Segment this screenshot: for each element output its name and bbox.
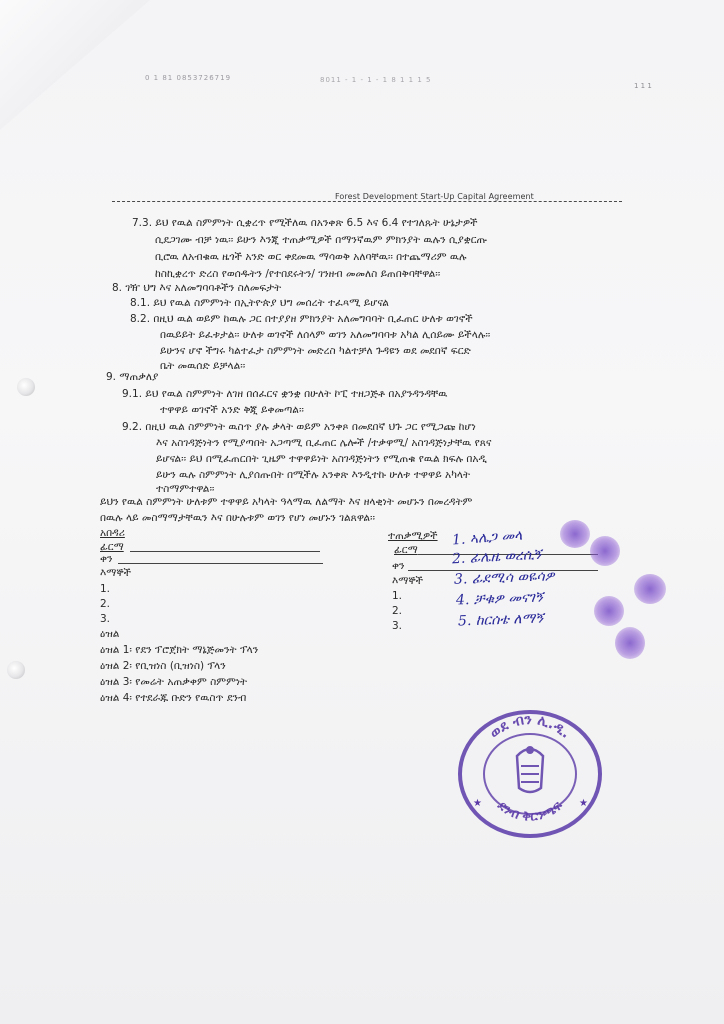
clause-7-3-line-3: ቢሮዉ ለአብቁዉ ዜጎች አንድ ወር ቀደመዉ ማሳወቅ አለባቸዉ፡፡ በተጨማሪም ዉሉ [155,251,467,263]
handwritten-signer-2: 2. ፊሌዜ ወረሲኝ [451,546,542,568]
punch-hole-bottom [7,661,25,679]
beneficiary-date-label: ቀን [392,560,405,572]
clause-7-3-line-2: ሲደጋገሙ ብቻ ነዉ፡፡ ይሁን እንጂ ተጠቃሚዎች በማንኛዉም ምክንያት ዉሉን ሲያቋርጡ [155,234,488,246]
annex-1: ዕዝል 1፡ የደን ፕሮጀክት ማኔጅመንት ፕላን [100,644,259,656]
clause-8-2-line-1: 8.2. በዚህ ዉል ወይም ከዉሉ ጋር በተያያዘ ምክንያት አለመግባባት ቢፈጠር ሁለቱ ወገኖች [130,313,473,325]
stamp-top-text: ወደ ብን ሊ.ዲ. [486,711,574,742]
clause-9-2-line-4: ይሁን ዉሉ ስምምነት ሊያሰጡበት በሚችሉ አንቀጽ እንዲተኩ ሁለቱ ተዋዋይ አካላት [156,469,471,481]
lender-witness-1: 1. [100,583,111,595]
annex-4: ዕዝል 4፡ የተደራጁ ቡድን የዉስጥ ደንብ [100,692,247,704]
stamp-emblem-icon [517,746,543,792]
handwritten-signer-1: 1. ኣሌጋ መላ [451,527,523,549]
handwritten-signer-5: 5. ከርሰቴ ለማኝ [457,610,544,630]
fingerprint-5 [615,627,645,659]
header-rule [112,201,622,202]
lender-signature-line [130,551,320,552]
lender-date-label: ቀን [100,553,113,565]
stamp-star-left-icon: ★ [473,798,482,809]
fingerprint-4 [594,596,624,626]
page-code: 1 1 1 [634,82,652,90]
clause-9-2-line-5: ተስማምተዋል፡፡ [156,483,215,495]
fingerprint-2 [590,536,620,566]
lender-date-line [118,563,323,564]
beneficiary-witness-3: 3. [392,620,403,632]
clause-8-2-line-2: በዉይይት ይፈቱታል፡፡ ሁለቱ ወገኖች ለሰላም ወገን አለመግባባቱ አካል ሊሰይሙ ይችላሉ፡፡ [160,329,491,341]
stamp-bottom-text: ደንብ ቅርንጫፍ [494,798,566,825]
annex-title: ዕዝል [100,628,120,640]
beneficiary-witness-2: 2. [392,605,403,617]
folded-corner [0,0,150,130]
annex-3: ዕዝል 3፡ የመሬት አጠቃቀም ስምምነት [100,676,248,688]
beneficiary-signature-label: ፊርማ [394,544,418,556]
lender-witness-2: 2. [100,598,111,610]
clause-9-2-line-3: ይሆናል፡፡ ይህ በሚፈጠርበት ጊዜም ተዋዋይነት አስገዳጅነትን የሚጠቁ የዉል ክፍሉ በአዲ [156,453,487,465]
closing-line-1: ይህን የዉል ስምምነት ሁለቱም ተዋዋይ አካላት ዓላማዉ ለልማት እና ዘላቂነት መሆኑን በመረዳትም [100,496,473,508]
clause-8-2-line-3: ይሁንና ሆኖ ችግሩ ካልተፈታ ስምምነት መድረስ ካልተቻለ ጉዳዩን ወደ መደበኛ ፍርድ [160,345,471,357]
clause-9-1-line-1: 9.1. ይህ የዉል ስምምነት ለገዘ በሰፈርና ቋንቋ በሁለት ኮፒ ተዘጋጅቶ በአያንዳንዳቸዉ [122,388,448,400]
beneficiary-title: ተጠቃሚዎች [388,530,438,542]
clause-8-1: 8.1. ይህ የዉል ስምምነት በኢትዮጵያ ህግ መሰረት ተፈጻሚ ይሆናል [130,297,389,309]
annex-2: ዕዝል 2፡ የቢዝነስ (ቢዝነስ) ፕላን [100,660,226,672]
fax-header-right: 8011 - 1 - 1 - 1 8 1 1 1 5 [320,76,432,84]
beneficiary-witness-1: 1. [392,590,403,602]
section-9-heading: 9. ማጠቃለያ [106,371,159,383]
punch-hole-top [17,378,35,396]
stamp-star-right-icon: ★ [579,798,588,809]
beneficiary-witness-label: እማኞች [392,575,424,587]
lender-signature-label: ፊርማ [100,541,124,553]
section-8-heading: 8. ገዥ ህግ እና አለመግባባቶችን ስለመፍታት [112,282,282,294]
clause-8-2-line-4: ቤት መዉሰድ ይቻላል፡፡ [160,360,246,372]
lender-witness-3: 3. [100,613,111,625]
lender-witness-label: እማኞች [100,567,132,579]
official-stamp [455,706,605,841]
handwritten-signer-3: 3. ፊደሚሳ ወዬሳዎ [453,568,555,588]
clause-9-2-line-1: 9.2. በዚህ ዉል ስምምነት ዉስጥ ያሉ ቃላት ወይም አንቀጾ በመደበኛ ህጉ ጋር የሚጋጩ ከሆነ [122,421,476,433]
lender-title: አበዳሪ [100,527,125,539]
clause-9-1-line-2: ተዋዋይ ወገኖች አንድ ቅጂ ይቀመጣል፡፡ [160,404,304,416]
handwritten-signer-4: 4. ቻቁዎ መናገኝ [455,589,544,609]
clause-7-3-line-4: ከስኪቋረጥ ድረስ የወሰዱትን /የተበደሩትን/ ገንዘብ መመለስ ይጠበቅባቸዋል፡፡ [155,268,441,280]
closing-line-2: በዉሉ ላይ መስማማታቸዉን እና በሁሉቱም ወገን የሆነ መሆኑን ገልጸዋል፡፡ [100,512,375,524]
fax-header: 0 1 81 0853726719 [145,74,232,82]
clause-7-3-line-1: 7.3. ይህ የዉል ስምምነት ሲቋረጥ የሚችለዉ በአንቀጽ 6.5 እና 6.4 የተገለጹት ሁኔታዎች [132,217,478,229]
fingerprint-3 [634,574,666,604]
document-header-title: Forest Development Start-Up Capital Agreement [332,192,537,201]
fingerprint-1 [560,520,590,548]
clause-9-2-line-2: እና አስገዳጅነትን የሚያጣበት አጋጣሚ ቢፈጠር ሌሎች /ተቃዋሚ/ አስገዳጅነታቸዉ የጸና [156,437,492,449]
svg-text:ደንብ ቅርንጫፍ [494,798,567,825]
